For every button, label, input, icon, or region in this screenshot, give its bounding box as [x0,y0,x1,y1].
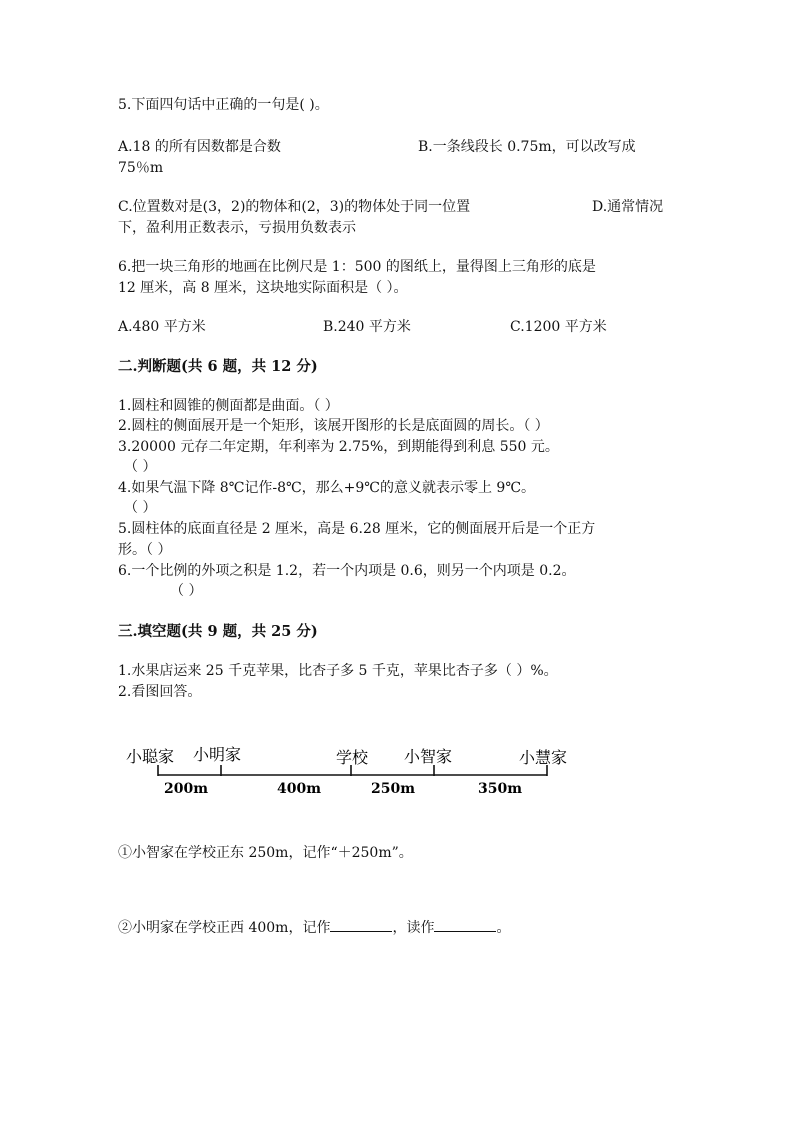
judge-item-4-paren: （ ） [124,500,157,516]
answer-blank[interactable] [330,917,392,932]
q6-stem: 6.把一块三角形的地画在比例尺是 1：500 的图纸上，量得图上三角形的底是 [118,259,596,275]
q6-stem-cont: 12 厘米，高 8 厘米，这块地实际面积是（ ）。 [118,280,408,296]
q5-option-b: B.一条线段长 0.75m，可以改写成 [418,139,636,155]
q6-option-b: B.240 平方米 [323,319,411,335]
judge-item-6-paren: （ ） [170,583,203,599]
place-labels [126,745,567,767]
place-label: 小智家 [404,747,453,766]
judge-item-6: 6.一个比例的外项之积是 1.2，若一个内项是 0.6，则另一个内项是 0.2。 [118,563,576,579]
q5-option-d-cont: 下，盈利用正数表示，亏损用负数表示 [118,220,356,236]
place-label: 小慧家 [519,748,568,767]
place-label: 学校 [336,748,369,767]
q5-option-d: D.通常情况 [592,199,664,215]
distance-label: 350m [478,781,523,797]
fill-subitem-2-text-c: 。 [496,920,511,936]
distance-label: 200m [164,781,209,797]
answer-blank[interactable] [434,917,496,932]
distance-labels [164,781,522,797]
section2-title: 二.判断题(共 6 题，共 12 分) [118,358,318,375]
q5-stem: 5.下面四句话中正确的一句是( )。 [118,97,329,113]
distance-label: 400m [277,781,322,797]
judge-item-2: 2.圆柱的侧面展开是一个矩形，该展开图形的长是底面圆的周长。（ ） [118,418,549,434]
judge-item-3-paren: （ ） [124,459,157,475]
q5-option-c: C.位置数对是(3，2)的物体和(2，3)的物体处于同一位置 [118,199,471,215]
fill-subitem-1: ①小智家在学校正东 250m，记作“＋250m”。 [118,845,413,861]
section3-title: 三.填空题(共 9 题，共 25 分) [118,623,318,640]
q6-option-c: C.1200 平方米 [510,319,607,335]
fill-item-2: 2.看图回答。 [118,684,202,700]
judge-item-5: 5.圆柱体的底面直径是 2 厘米，高是 6.28 厘米，它的侧面展开后是一个正方 [118,521,596,537]
judge-item-4: 4.如果气温下降 8℃记作-8℃，那么+9℃的意义就表示零上 9℃。 [118,480,535,496]
q5-option-b-cont: 75％m [118,160,164,176]
q6-option-a: A.480 平方米 [118,319,206,335]
fill-subitem-2-text-b: ，读作 [392,920,435,936]
q5-option-a: A.18 的所有因数都是合数 [118,139,281,155]
judge-item-1: 1.圆柱和圆锥的侧面都是曲面。（ ） [118,398,339,414]
fill-subitem-2-text-a: ②小明家在学校正西 400m，记作 [118,920,331,936]
judge-item-5-cont: 形。（ ） [118,542,172,558]
fill-subitem-2 [118,917,510,938]
fill-item-1: 1.水果店运来 25 千克苹果，比杏子多 5 千克，苹果比杏子多（ ）%。 [118,663,558,679]
place-label: 小聪家 [126,747,175,766]
place-label: 小明家 [193,745,242,764]
distance-label: 250m [371,781,416,797]
judge-item-3: 3.20000 元存二年定期，年利率为 2.75%，到期能得到利息 550 元。 [118,439,559,455]
